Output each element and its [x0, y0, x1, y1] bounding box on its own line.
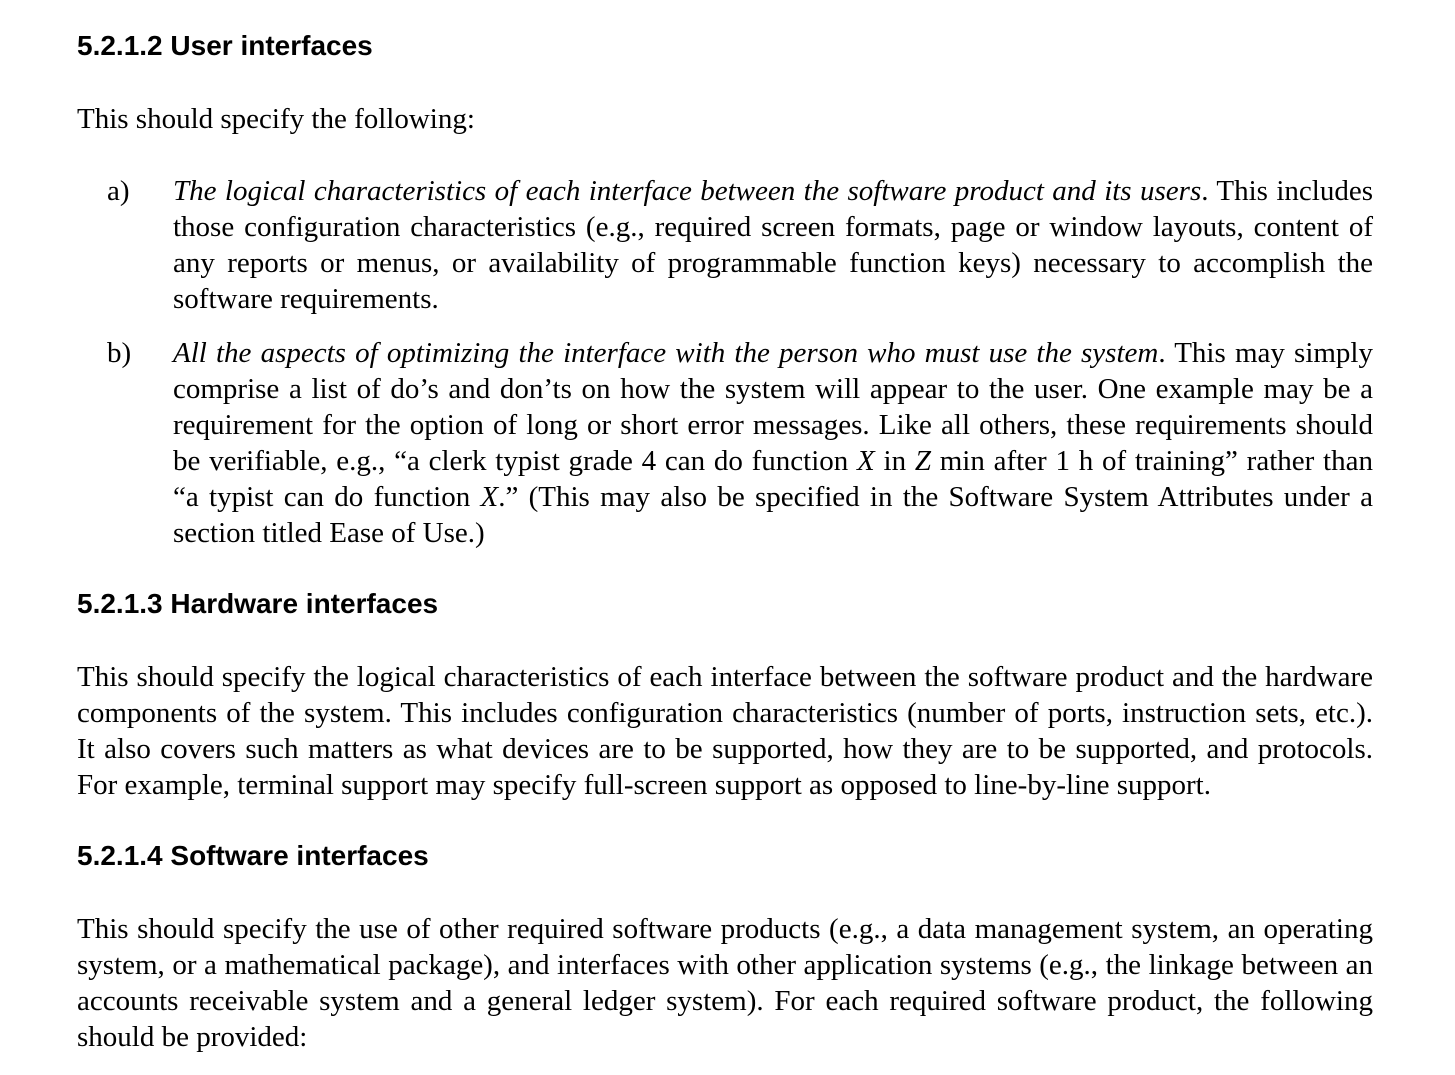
section-body-hardware: This should specify the logical characteristics of each interface between the software product and the hardware components of the system. This includes configuration characteristics (number of ports, instruction sets, etc.). It also covers such matters as what devices are to be supported, how they are to be supported, and protocols. For example, terminal support may specify full-screen support as opposed to line-by-line support.	[77, 661, 1373, 801]
variable-z: Z	[914, 445, 931, 477]
list-item-b	[173, 335, 1373, 551]
section-heading-software-interfaces: 5.2.1.4 Software interfaces	[77, 840, 429, 871]
list-item-b-text-3: min after 1 h of training” rather than “a typist can do function	[173, 445, 1373, 513]
list-item-a-lead: The logical characteristics of each interface between the software product and its users	[173, 175, 1202, 207]
list-item-b-lead: All the aspects of optimizing the interface with the person who must use the system	[173, 337, 1159, 369]
section-heading-user-interfaces: 5.2.1.2 User interfaces	[77, 30, 373, 61]
variable-x: X	[480, 481, 499, 513]
list-item-b-text-4: .” (This may also be specified in the Software System Attributes under a section titled Ease of Use.)	[173, 481, 1373, 549]
section-intro: This should specify the following:	[77, 103, 475, 135]
list-item-b-text-1: . This may simply comprise a list of do’s and don’ts on how the system will appear to the user. One example may be a requirement for the option of long or short error messages. Like all others, these requirements should be verifiable, e.g., “a clerk typist grade 4 can do function	[173, 337, 1373, 477]
variable-x: X	[857, 445, 875, 477]
list-item-label-b: b)	[107, 337, 132, 369]
section-body-software: This should specify the use of other required software products (e.g., a data management system, an operating system, or a mathematical package), and interfaces with other application systems (e.g., the linkage between an accounts receivable system and a general ledger system). For each required software product, the following should be provided:	[77, 913, 1373, 1053]
list-item-b-text-2: in	[874, 445, 915, 477]
section-heading-hardware-interfaces: 5.2.1.3 Hardware interfaces	[77, 588, 439, 619]
list-item-label-a: a)	[107, 175, 130, 207]
list-item-a-text: . This includes those configuration characteristics (e.g., required screen formats, page or window layouts, content of any reports or menus, or availability of programmable function keys) necessary to accomplish the software requirements.	[173, 175, 1373, 315]
list-item-a	[173, 173, 1373, 317]
